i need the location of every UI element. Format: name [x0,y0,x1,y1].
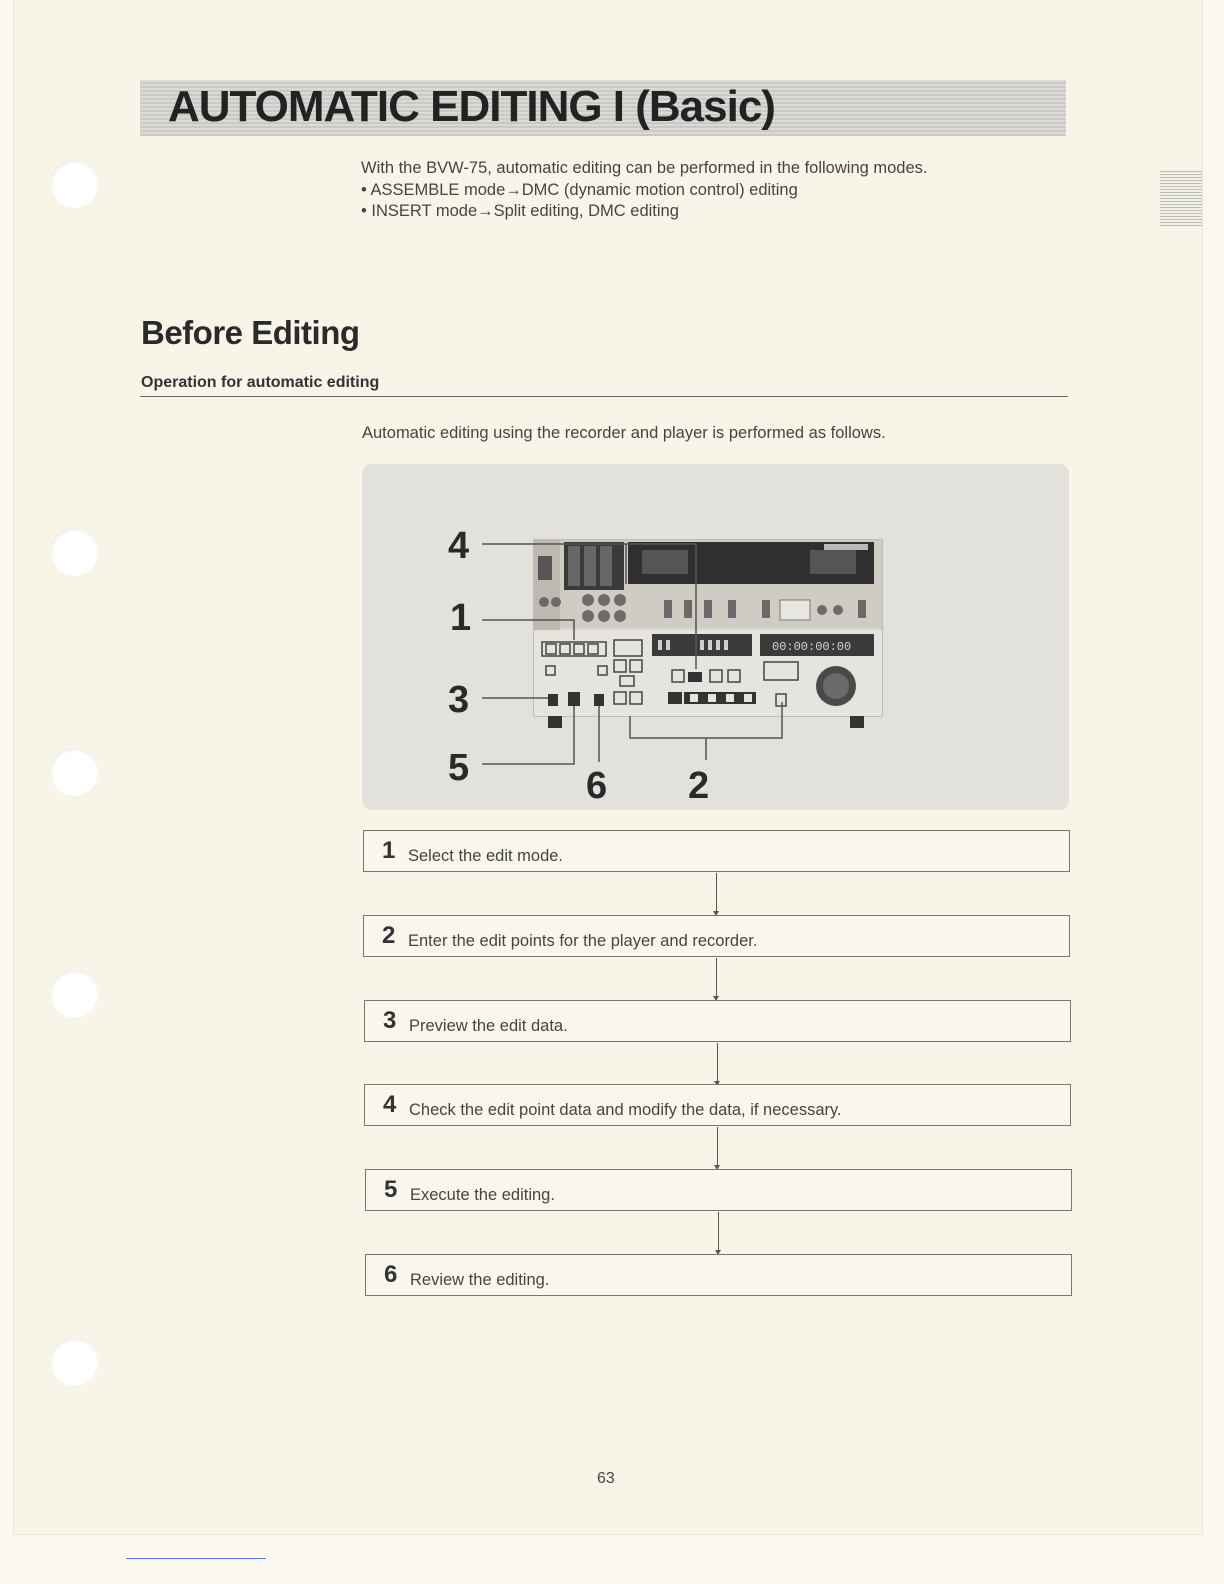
flow-arrow [716,873,717,914]
flow-arrow [716,958,717,999]
flow-arrow [717,1043,718,1084]
callout-6: 6 [586,765,608,807]
control-panel-illustration [362,464,1069,810]
flow-step [365,1169,1072,1211]
step-text: Preview the edit data. [409,1017,568,1035]
lead-text: Automatic editing using the recorder and player is performed as follows. [362,424,886,442]
page-title: AUTOMATIC EDITING I (Basic) [168,82,775,131]
step-text: Select the edit mode. [408,847,564,865]
step-text: Review the editing. [410,1271,550,1289]
flow-step [364,1000,1071,1042]
punch-hole [50,970,98,1018]
thumb-index-tab [1160,170,1202,226]
punch-hole [50,528,98,576]
intro-bullet-assemble: • ASSEMBLE mode→DMC (dynamic motion control) editing [361,180,798,199]
step-number: 6 [384,1261,398,1288]
section-heading: Before Editing [141,314,360,351]
callout-4: 4 [448,525,470,567]
control-panel-photo [362,464,1069,810]
section-subheading: Operation for automatic editing [141,374,380,391]
callout-3: 3 [448,679,470,721]
punch-hole [50,160,98,208]
flow-step [365,1254,1072,1296]
section-rule [140,396,1068,397]
intro-line: With the BVW-75, automatic editing can be performed in the following modes. [361,159,928,177]
timecode-display: 00:00:00:00 [772,640,852,654]
flow-step [364,1084,1071,1126]
flow-arrow [718,1212,719,1253]
callout-5: 5 [448,747,470,789]
page-number: 63 [597,1470,615,1487]
step-text: Execute the editing. [410,1186,555,1204]
callout-2: 2 [688,765,710,807]
flow-arrow [717,1127,718,1168]
step-number: 2 [382,922,396,949]
step-text: Check the edit point data and modify the data, if necessary. [409,1101,842,1119]
intro-bullet-insert: • INSERT mode→Split editing, DMC editing [361,202,679,220]
step-number: 1 [382,837,396,864]
step-number: 5 [384,1176,398,1203]
step-number: 3 [383,1007,397,1034]
callout-1: 1 [450,597,472,639]
step-text: Enter the edit points for the player and recorder. [408,932,758,950]
punch-hole [50,1338,98,1386]
flow-step [363,830,1070,872]
step-number: 4 [383,1091,397,1118]
intro-text [361,158,928,223]
flow-step [363,915,1070,957]
link-underline [126,1558,266,1559]
punch-hole [50,748,98,796]
